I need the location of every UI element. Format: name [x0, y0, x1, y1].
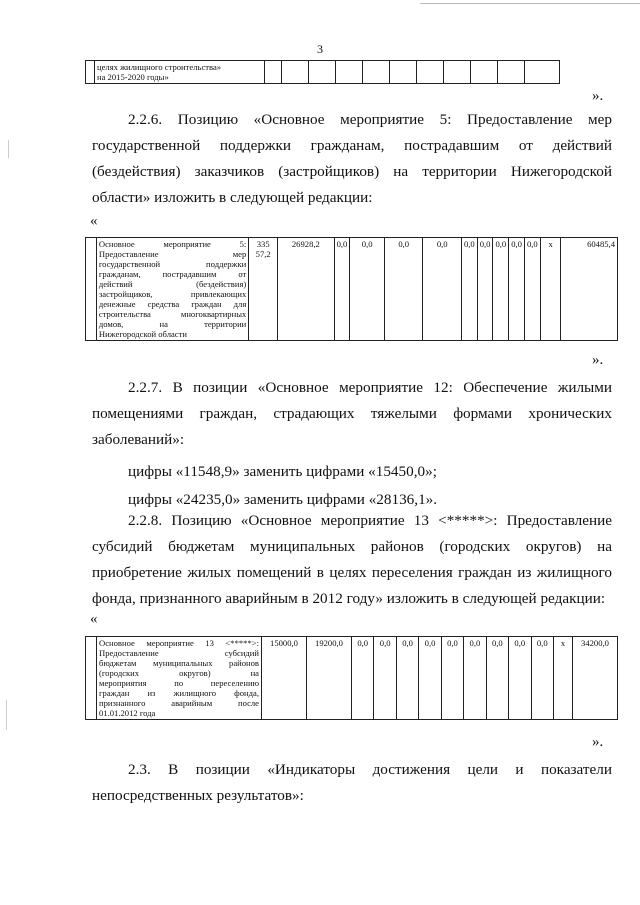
- paragraph-2-2-6: [92, 107, 612, 211]
- table2-cell: 0,0: [486, 637, 508, 720]
- open-quote-2: «: [90, 611, 98, 627]
- table1-desc-line: денежные средства граждан для: [98, 299, 247, 309]
- table2-cell: 19200,0: [307, 637, 352, 720]
- table1-desc-line: домов, на территории: [98, 319, 247, 329]
- table-top-desc: [95, 61, 265, 84]
- p226-line: области» изложить в следующей редакции:: [92, 189, 373, 206]
- table1-cell: 60485,4: [561, 238, 618, 341]
- table1-desc-line: Нижегородской области: [98, 329, 187, 339]
- table2-desc-line: мероприятия по переселению: [99, 678, 259, 688]
- p227-line: 2.2.7. В позиции «Основное мероприятие 12: Обеспечение жилыми: [128, 379, 612, 396]
- table1-cell: 0,0: [350, 238, 385, 341]
- table1-cell: 0,0: [524, 238, 540, 341]
- table1-cell: 0,0: [384, 238, 423, 341]
- table1-cell: 335 57,2: [249, 238, 278, 341]
- table1-desc-line: государственной поддержки: [98, 259, 247, 269]
- paragraph-2-2-8: [92, 508, 612, 612]
- table2-cell: 0,0: [531, 637, 554, 720]
- p227-change-b: цифры «24235,0» заменить цифрами «28136,1».: [128, 491, 438, 508]
- p23-line: непосредственных результатов»:: [92, 787, 304, 804]
- table2-cell: 0,0: [396, 637, 418, 720]
- table1-gap: [86, 238, 97, 341]
- p227-line: заболеваний»:: [92, 431, 185, 448]
- close-quote-2: ».: [592, 734, 604, 750]
- table1-desc-line: строительства многоквартирных: [98, 309, 247, 319]
- table2-desc-line: бюджетам муниципальных районов: [99, 658, 259, 668]
- table1-desc-line: гражданам, пострадавшим от: [98, 269, 247, 279]
- scan-speck: [8, 140, 9, 158]
- table1-cell: 0,0: [509, 238, 525, 341]
- table2-desc-line: 01.01.2012 года: [99, 708, 156, 718]
- table2-desc: [97, 637, 262, 720]
- p227-line: помещениями граждан, страдающих тяжелыми формами хронических: [92, 405, 612, 422]
- table2-cell: 15000,0: [262, 637, 307, 720]
- table1-cell: 0,0: [477, 238, 493, 341]
- table-top-fragment: [85, 60, 560, 84]
- table2-cell: x: [554, 637, 573, 720]
- table-top-line: целях жилищного строительства»: [97, 62, 222, 72]
- table2-cell: 0,0: [509, 637, 531, 720]
- table1-desc-line: Основное мероприятие 5:: [98, 239, 247, 249]
- page-number: 3: [317, 42, 323, 56]
- table1-desc-line: действий (бездействия): [98, 279, 247, 289]
- table2-desc-line: Предоставление субсидий: [99, 648, 259, 658]
- p228-line: 2.2.8. Позицию «Основное мероприятие 13 <*****>: Предоставление: [128, 512, 612, 529]
- table2-desc-line: признанного аварийным после: [99, 698, 259, 708]
- table-top-line: на 2015-2020 годы»: [97, 72, 169, 82]
- top-edge-line: [420, 3, 640, 4]
- p228-line: фонда, признанного аварийным в 2012 году» изложить в следующей редакции:: [92, 590, 606, 607]
- table2-cell: 0,0: [441, 637, 463, 720]
- table2-cell: 34200,0: [573, 637, 618, 720]
- p227-change-a: цифры «11548,9» заменить цифрами «15450,0»;: [128, 463, 437, 480]
- p226-line: государственной поддержки гражданам, пострадавшим от действий: [92, 137, 612, 154]
- table2-cell: 0,0: [374, 637, 396, 720]
- paragraph-2-2-7: [92, 375, 612, 513]
- open-quote-1: «: [90, 213, 98, 229]
- table2-desc-line: (городских округов) на: [99, 668, 259, 678]
- table1-cell: 0,0: [493, 238, 509, 341]
- p228-line: приобретение жилых помещений в целях переселения граждан из жилищного: [92, 564, 612, 581]
- close-quote-1: ».: [592, 352, 604, 368]
- p226-line: 2.2.6. Позицию «Основное мероприятие 5: Предоставление мер: [128, 111, 612, 128]
- table1-cell: 0,0: [423, 238, 462, 341]
- table2-desc-line: Основное мероприятие 13 <*****>:: [99, 638, 259, 648]
- table1-cell: 0,0: [461, 238, 477, 341]
- table1-cell: 0,0: [334, 238, 350, 341]
- p23-line: 2.3. В позиции «Индикаторы достижения цели и показатели: [128, 761, 612, 778]
- table2-gap: [86, 637, 97, 720]
- table-top-gap: [86, 61, 95, 84]
- table2-desc-line: граждан из жилищного фонда,: [99, 688, 259, 698]
- paragraph-2-3: [92, 757, 612, 809]
- table1-desc-line: застройщиков, привлекающих: [98, 289, 247, 299]
- close-quote-0: ».: [592, 88, 604, 104]
- table-measure-13: [85, 636, 618, 720]
- table2-cell: 0,0: [352, 637, 374, 720]
- p226-line: (бездействия) заказчиков (застройщиков) на территории Нижегородской: [92, 163, 612, 180]
- scan-speck: [6, 700, 7, 730]
- table-measure-5: [85, 237, 618, 341]
- table1-desc: [96, 238, 248, 341]
- table1-cell: x: [540, 238, 561, 341]
- table2-cell: 0,0: [419, 637, 441, 720]
- table2-cell: 0,0: [464, 637, 486, 720]
- table1-desc-line: Предоставление мер: [98, 249, 247, 259]
- p228-line: субсидий бюджетам муниципальных районов (городских округов) на: [92, 538, 612, 555]
- table1-cell: 26928,2: [278, 238, 335, 341]
